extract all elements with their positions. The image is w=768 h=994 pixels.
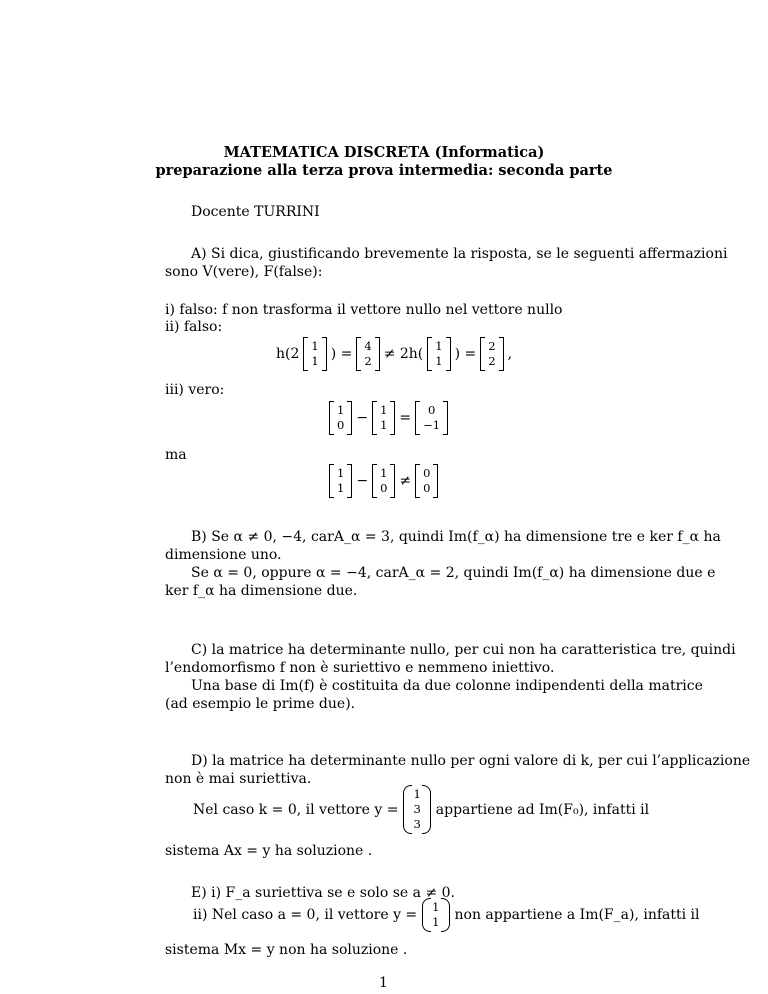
vector-y-1-1 — [422, 898, 449, 932]
vec-cell: 1 — [337, 466, 345, 480]
neq-sign: ≠ — [399, 473, 412, 489]
section-b-line-3: Se α = 0, oppure α = −4, carA_α = 2, quindi Im(f_α) ha dimensione due e — [191, 565, 716, 581]
ma-label: ma — [165, 447, 187, 463]
equation-iii — [327, 401, 450, 435]
vec-cell: 1 — [432, 915, 440, 929]
vec-cell: 2 — [488, 354, 496, 368]
section-b-line-2: dimensione uno. — [165, 547, 282, 563]
page-number: 1 — [379, 975, 388, 991]
vec-cell: 1 — [435, 354, 443, 368]
section-a-intro-1: A) Si dica, giustificando brevemente la risposta, se le seguenti affermazioni — [191, 246, 728, 262]
section-b-line-1: B) Se α ≠ 0, −4, carA_α = 3, quindi Im(f_α) ha dimensione tre e ker f_α ha — [191, 529, 721, 545]
eq-close-eq: ) = — [330, 346, 353, 362]
vector-1-0 — [329, 401, 352, 435]
section-b-line-4: ker f_α ha dimensione due. — [165, 583, 358, 599]
document-subtitle: preparazione alla terza prova intermedia: seconda parte — [155, 162, 613, 179]
vec-cell: 1 — [432, 900, 440, 914]
vec-cell: 1 — [311, 354, 319, 368]
vector-1-1d — [329, 464, 352, 498]
vec-cell: 2 — [364, 354, 372, 368]
section-d-line-1: D) la matrice ha determinante nullo per ogni valore di k, per cui l’applicazione — [191, 753, 751, 769]
vec-cell: 0 — [337, 418, 345, 432]
section-c-line-4: (ad esempio le prime due). — [165, 696, 356, 712]
vec-cell: 1 — [413, 787, 421, 801]
equals-sign: = — [399, 410, 412, 426]
vec-cell: 0 — [423, 466, 431, 480]
section-a-item-i: i) falso: f non trasforma il vettore nullo nel vettore nullo — [165, 302, 563, 318]
document-title: MATEMATICA DISCRETA (Informatica) — [223, 144, 545, 161]
eq-h-label: h(2 — [276, 346, 300, 362]
vec-cell: 3 — [413, 817, 421, 831]
vec-cell: 0 — [427, 403, 436, 417]
section-e-line-1: E) i) F_a suriettiva se e solo se a ≠ 0. — [191, 885, 456, 901]
vector-1-1 — [303, 337, 326, 371]
eq-comma: , — [507, 346, 513, 362]
vector-0-minus1 — [415, 401, 448, 435]
vec-cell: −1 — [423, 418, 441, 432]
equation-ma — [327, 464, 440, 498]
vector-y-1-3-3 — [403, 785, 430, 834]
section-d-line-3-post: appartiene ad Im(F₀), infatti il — [435, 801, 650, 818]
vec-cell: 1 — [337, 481, 345, 495]
vec-cell: 0 — [423, 481, 431, 495]
section-d-line-2: non è mai suriettiva. — [165, 771, 312, 787]
section-a-item-ii: ii) falso: — [165, 319, 223, 335]
vec-cell: 1 — [311, 339, 319, 353]
vec-cell: 1 — [435, 339, 443, 353]
section-e-line-2-post: non appartiene a Im(F_a), infatti il — [454, 907, 700, 923]
section-c-line-2: l’endomorfismo f non è suriettivo e nemmeno iniettivo. — [165, 660, 555, 676]
vec-cell: 1 — [337, 403, 345, 417]
eq-close-eq-2: ) = — [454, 346, 477, 362]
vec-cell: 2 — [488, 339, 496, 353]
section-a-intro-2: sono V(vere), F(false): — [165, 264, 323, 280]
minus-sign: − — [356, 410, 369, 426]
vec-cell: 1 — [380, 466, 388, 480]
section-c-line-3: Una base di Im(f) è costituita da due colonne indipendenti della matrice — [191, 678, 703, 694]
vec-cell: 4 — [364, 339, 372, 353]
vector-1-1c — [372, 401, 395, 435]
section-e-line-2 — [191, 898, 702, 932]
section-e-line-2-pre: ii) Nel caso a = 0, il vettore y = — [193, 907, 418, 923]
section-a-item-iii: iii) vero: — [165, 382, 225, 398]
vec-cell: 1 — [380, 403, 388, 417]
section-d-line-3 — [191, 785, 651, 834]
teacher-line: Docente TURRINI — [191, 204, 320, 220]
section-c-line-1: C) la matrice ha determinante nullo, per cui non ha caratteristica tre, quindi — [191, 642, 736, 658]
vector-0-0 — [415, 464, 438, 498]
section-d-line-3-pre: Nel caso k = 0, il vettore y = — [193, 801, 399, 818]
section-d-line-4: sistema Ax = y ha soluzione . — [165, 843, 373, 859]
vector-4-2 — [356, 337, 379, 371]
equation-ii — [274, 337, 514, 371]
eq-neq-2h: ≠ 2h( — [383, 346, 424, 362]
vector-2-2 — [480, 337, 503, 371]
vec-cell: 3 — [413, 802, 421, 816]
minus-sign: − — [356, 473, 369, 489]
section-e-line-3: sistema Mx = y non ha soluzione . — [165, 942, 408, 958]
vector-1-1b — [427, 337, 450, 371]
vec-cell: 1 — [380, 418, 388, 432]
vector-1-0b — [372, 464, 395, 498]
vec-cell: 0 — [380, 481, 388, 495]
